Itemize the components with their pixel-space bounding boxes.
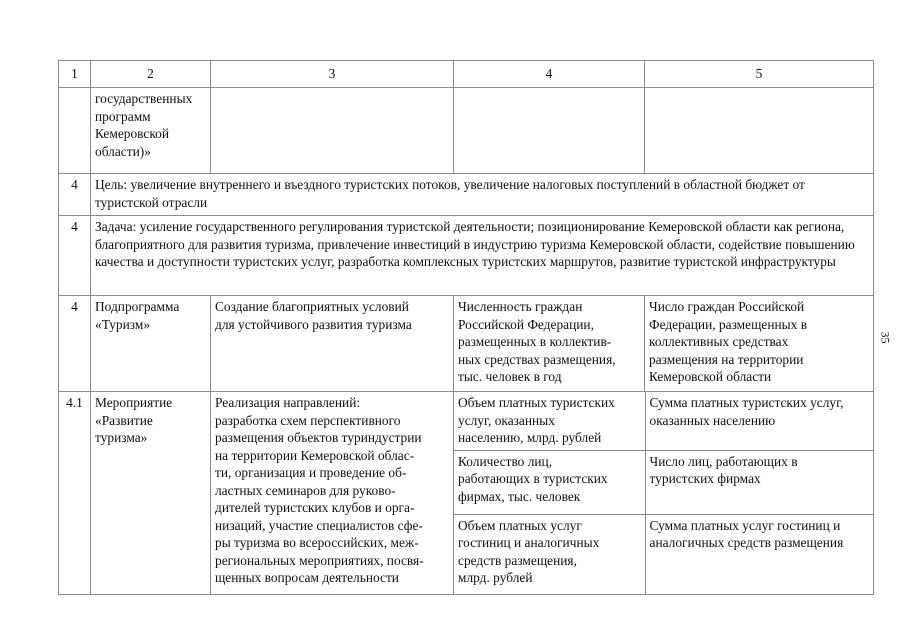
header-row	[59, 61, 874, 88]
continuation-name: государственных программ Кемеровской области)»	[91, 88, 211, 174]
indicator-row	[454, 514, 874, 594]
task-row	[59, 216, 874, 296]
indicator-name: Объем платных услуг гостиниц и аналогичных средств размещения, млрд. рублей	[454, 514, 645, 594]
subprogram-indicator: Численность граждан Российской Федерации, размещенных в коллектив- ных средствах размещения, тыс. человек в год	[454, 296, 645, 392]
subprogram-goal: Создание благоприятных условий для устойчивого развития туризма	[211, 296, 454, 392]
subprogram-name: Подпрограмма «Туризм»	[91, 296, 211, 392]
indicator-description: Сумма платных услуг гостиниц и аналогичных средств размещения	[649, 517, 844, 550]
header-col-4: 4	[454, 61, 645, 88]
header-col-3: 3	[211, 61, 454, 88]
subprogram-row	[59, 296, 874, 392]
indicator-name: Объем платных туристских услуг, оказанных населению, млрд. рублей	[454, 392, 645, 450]
header-col-1: 1	[59, 61, 91, 88]
program-table	[58, 60, 874, 595]
measure-content: Реализация направлений: разработка схем перспективного размещения объектов туриндустрии на территории Кемеровской облас- ти, организация и проведение об- ластных семинаров для руково- дителей туристских клубов и орга- низаций, участие специалистов сфе- ры туризма во всероссийских, меж- региональных мероприятиях, посвя- щенных вопросам деятельности	[211, 392, 454, 595]
subprogram-num: 4	[59, 296, 91, 392]
continuation-col-5	[645, 88, 874, 174]
indicator-row	[454, 450, 874, 514]
measure-num: 4.1	[59, 392, 91, 595]
header-col-2: 2	[91, 61, 211, 88]
indicator-description: Число лиц, работающих в туристских фирмах	[645, 450, 874, 514]
task-text: Задача: усиление государственного регулирования туристской деятельности; позиционирование Кемеровской области как региона, благоприятного для развития туризма, привлечение инвестиций в индустрию туризма Кемеровской области, содействие повышению качества и доступности туристских услуг, разработка комплексных туристских маршрутов, развитие туристской инфраструктуры	[91, 216, 874, 296]
measure-name: Мероприятие «Развитие туризма»	[91, 392, 211, 595]
goal-text: Цель: увеличение внутреннего и въездного туристских потоков, увеличение налоговых поступлений в областной бюджет от туристской отрасли	[91, 174, 874, 216]
goal-row	[59, 174, 874, 216]
continuation-row	[59, 88, 874, 174]
page-number: 35	[878, 331, 893, 344]
continuation-col-3	[211, 88, 454, 174]
header-col-5: 5	[645, 61, 874, 88]
indicator-description: Сумма платных туристских услуг, оказанных населению	[645, 392, 874, 450]
subprogram-description: Число граждан Российской Федерации, размещенных в коллективных средствах размещения на территории Кемеровской области	[645, 296, 874, 392]
task-num: 4	[59, 216, 91, 296]
measure-row	[59, 392, 874, 595]
indicator-row	[454, 392, 874, 450]
indicator-name: Количество лиц, работающих в туристских фирмах, тыс. человек	[454, 450, 645, 514]
continuation-col-4	[454, 88, 645, 174]
goal-num: 4	[59, 174, 91, 216]
continuation-num	[59, 88, 91, 174]
measure-indicators	[454, 392, 874, 595]
